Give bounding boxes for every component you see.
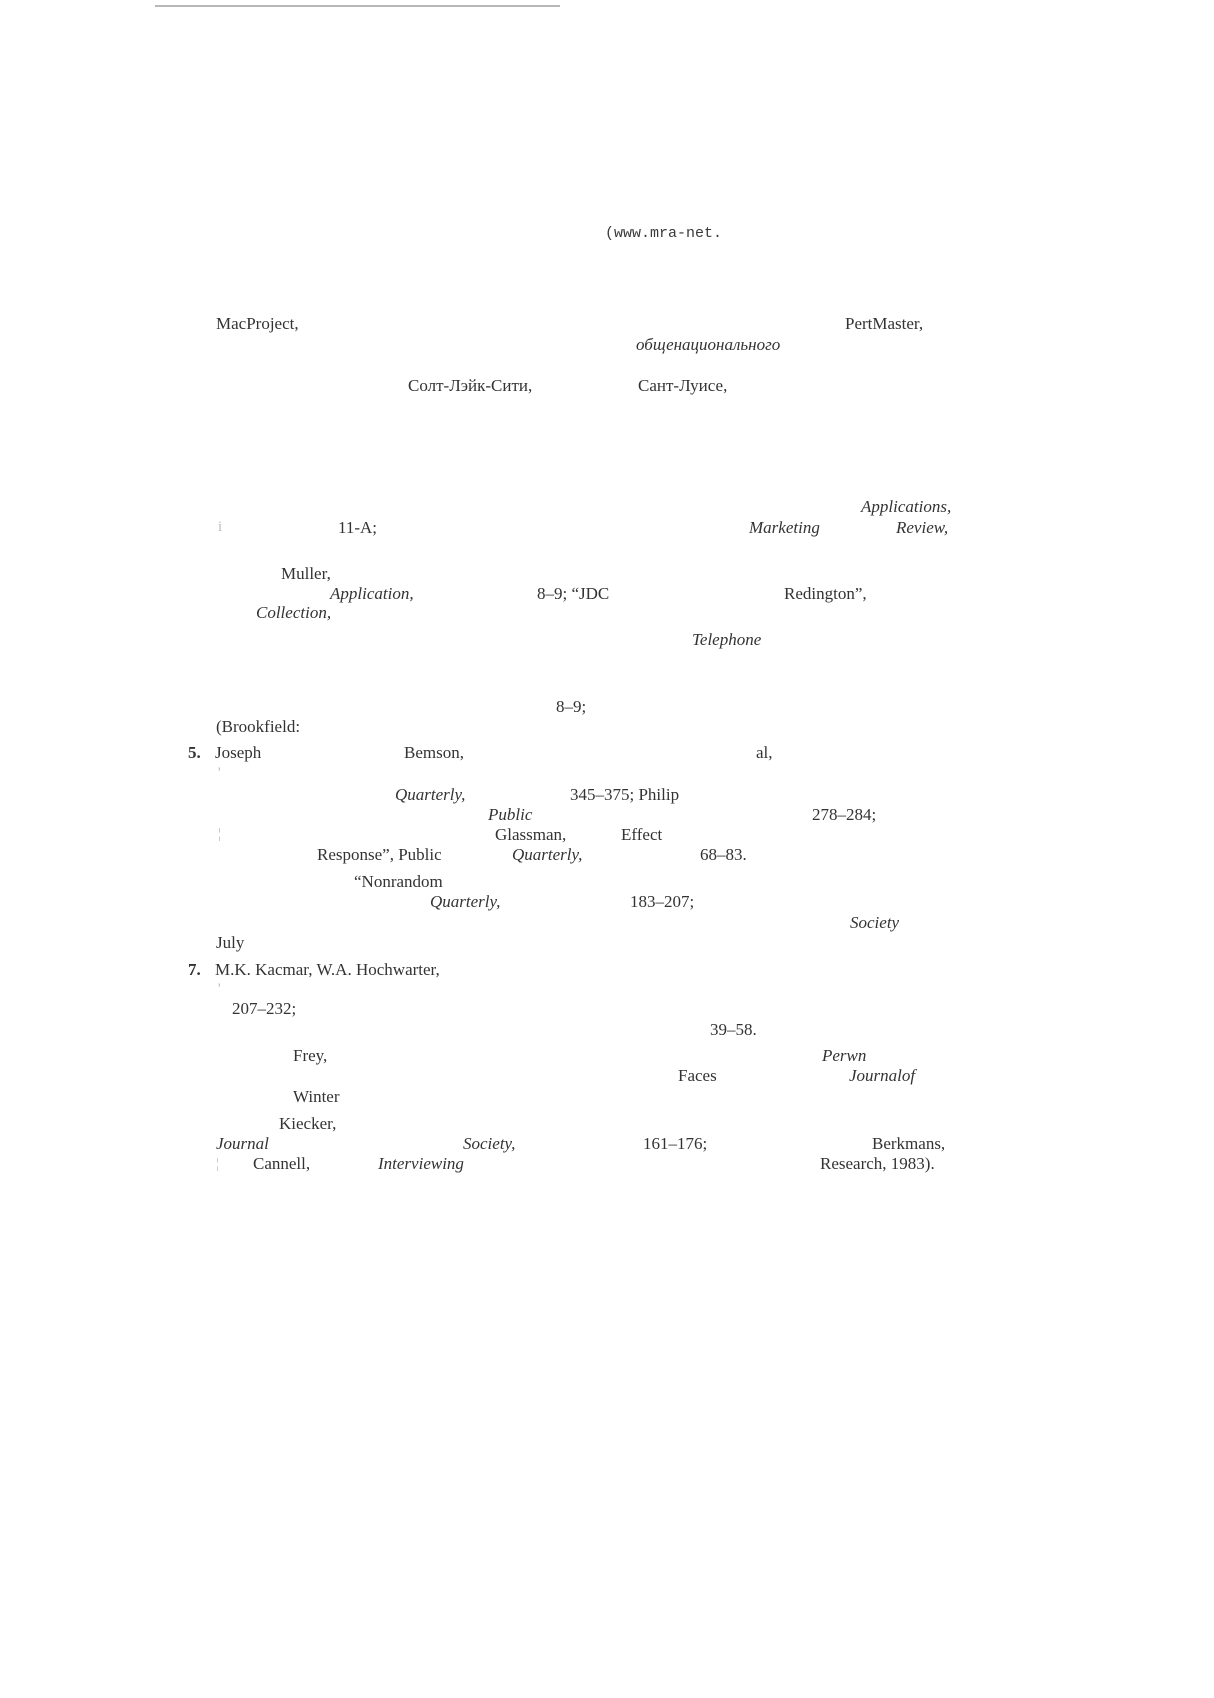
note-number-5: 5. [188,743,201,762]
text-brookfield: (Brookfield: [216,717,301,736]
text-marketing: Marketing [749,518,820,537]
text-effect: Effect [621,825,663,844]
text-pages-8-9-jdc: 8–9; “JDC [537,584,610,603]
text-july: July [216,933,245,952]
text-research-1983: Research, 1983). [820,1154,935,1173]
text-applications: Applications, [861,497,952,516]
text-journal: Journal [216,1134,269,1153]
text-bemson: Bemson, [404,743,464,762]
text-pages-161-176: 161–176; [643,1134,708,1153]
text-pertmaster: PertMaster, [845,314,924,333]
text-telephone: Telephone [692,630,762,649]
text-interviewing: Interviewing [378,1154,464,1173]
text-quarterly-3: Quarterly, [430,892,501,911]
text-berkmans: Berkmans, [872,1134,946,1153]
text-glassman: Glassman, [495,825,567,844]
text-journalof: Journalof [849,1066,916,1085]
text-11a: 11-A; [338,518,378,537]
text-quarterly-2: Quarterly, [512,845,583,864]
text-society-2: Society, [463,1134,516,1153]
text-pages-207-232: 207–232; [232,999,297,1018]
text-pages-39-58: 39–58. [710,1020,757,1039]
margin-mark: ' [218,765,221,781]
text-collection: Collection, [256,603,332,622]
text-cannell: Cannell, [253,1154,311,1173]
text-macproject: MacProject, [216,314,299,333]
text-review: Review, [896,518,949,537]
text-response-public: Response”, Public [317,845,442,864]
text-muller: Muller, [281,564,331,583]
text-pages-345-375: 345–375; Philip [570,785,680,804]
margin-mark: i [218,519,223,535]
text-public-1: Public [488,805,533,824]
text-salt-lake-city: Солт-Лэйк-Сити, [408,376,533,395]
text-quarterly-1: Quarterly, [395,785,466,804]
top-rule [155,5,560,7]
text-al: al, [756,743,773,762]
url-fragment: (www.mra-net. [605,225,723,242]
margin-mark: ¦ [218,826,222,842]
text-pages-68-83: 68–83. [700,845,747,864]
note-number-7: 7. [188,960,201,979]
text-kacmar: M.K. Kacmar, W.A. Hochwarter, [215,960,440,979]
text-frey: Frey, [293,1046,328,1065]
text-redington: Redington”, [784,584,867,603]
text-pages-183-207: 183–207; [630,892,695,911]
text-saint-louis: Сант-Луисе, [638,376,728,395]
text-kiecker: Kiecker, [279,1114,337,1133]
text-pages-278-284: 278–284; [812,805,877,824]
text-faces: Faces [678,1066,717,1085]
text-joseph: Joseph [215,743,262,762]
text-nonrandom: “Nonrandom [354,872,443,891]
text-winter: Winter [293,1087,340,1106]
text-perwn: Perwn [822,1046,867,1065]
text-application: Application, [330,584,414,603]
margin-mark: ' [218,981,221,997]
text-pages-8-9: 8–9; [556,697,587,716]
margin-mark: ¦ [216,1156,220,1172]
text-obshenatsionalnogo: общенационального [636,335,781,354]
text-society-1: Society [850,913,900,932]
